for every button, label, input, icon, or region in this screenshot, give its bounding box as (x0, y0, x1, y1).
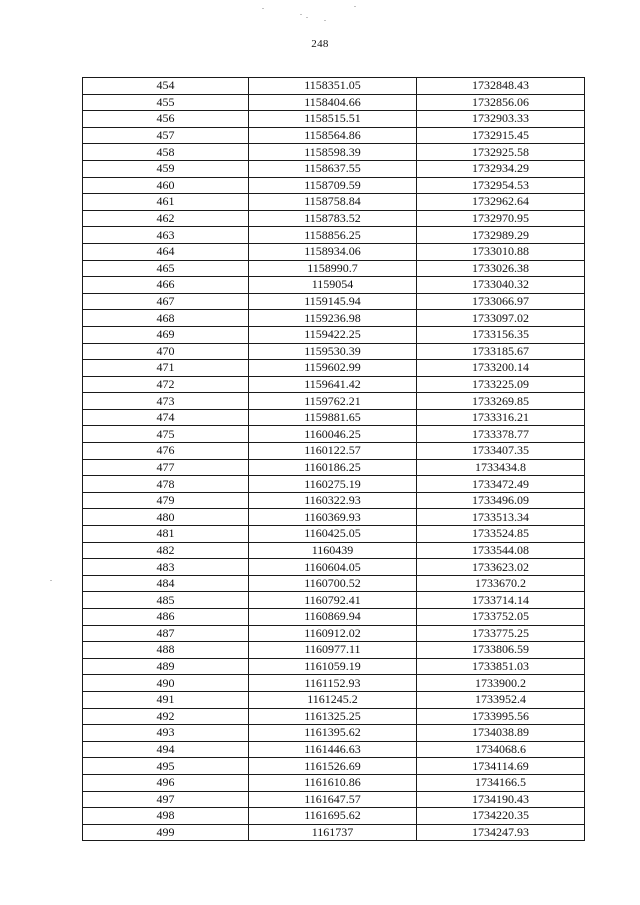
x-coordinate-cell: 1160369.93 (249, 509, 417, 526)
table-row (83, 160, 585, 177)
point-number-cell: 486 (83, 609, 249, 626)
x-coordinate-cell: 1160122.57 (249, 443, 417, 460)
table-row (83, 824, 585, 841)
y-coordinate-cell: 1733952.4 (417, 691, 585, 708)
table-row (83, 642, 585, 659)
x-coordinate-cell: 1160046.25 (249, 426, 417, 443)
table-row (83, 708, 585, 725)
point-number-cell: 456 (83, 111, 249, 128)
point-number-cell: 493 (83, 725, 249, 742)
x-coordinate-cell: 1160425.05 (249, 526, 417, 543)
x-coordinate-cell: 1158783.52 (249, 210, 417, 227)
point-number-cell: 464 (83, 243, 249, 260)
table-row (83, 360, 585, 377)
point-number-cell: 461 (83, 194, 249, 211)
y-coordinate-cell: 1733066.97 (417, 293, 585, 310)
scan-speck (324, 20, 326, 21)
x-coordinate-cell: 1158758.84 (249, 194, 417, 211)
x-coordinate-cell: 1159602.99 (249, 360, 417, 377)
table-row (83, 774, 585, 791)
point-number-cell: 499 (83, 824, 249, 841)
y-coordinate-cell: 1733407.35 (417, 443, 585, 460)
x-coordinate-cell: 1159054 (249, 277, 417, 294)
x-coordinate-cell: 1160275.19 (249, 476, 417, 493)
x-coordinate-cell: 1161737 (249, 824, 417, 841)
table-row (83, 177, 585, 194)
table-row (83, 243, 585, 260)
point-number-cell: 460 (83, 177, 249, 194)
y-coordinate-cell: 1733714.14 (417, 592, 585, 609)
point-number-cell: 474 (83, 409, 249, 426)
x-coordinate-cell: 1160977.11 (249, 642, 417, 659)
x-coordinate-cell: 1160700.52 (249, 575, 417, 592)
x-coordinate-cell: 1161245.2 (249, 691, 417, 708)
scan-speck (354, 6, 356, 7)
y-coordinate-cell: 1733010.88 (417, 243, 585, 260)
point-number-cell: 475 (83, 426, 249, 443)
x-coordinate-cell: 1159881.65 (249, 409, 417, 426)
x-coordinate-cell: 1158637.55 (249, 160, 417, 177)
x-coordinate-cell: 1161395.62 (249, 725, 417, 742)
y-coordinate-cell: 1733040.32 (417, 277, 585, 294)
point-number-cell: 477 (83, 459, 249, 476)
x-coordinate-cell: 1160439 (249, 542, 417, 559)
point-number-cell: 468 (83, 310, 249, 327)
y-coordinate-cell: 1732970.95 (417, 210, 585, 227)
x-coordinate-cell: 1161647.57 (249, 791, 417, 808)
table-row (83, 492, 585, 509)
point-number-cell: 489 (83, 658, 249, 675)
table-row (83, 609, 585, 626)
y-coordinate-cell: 1733496.09 (417, 492, 585, 509)
x-coordinate-cell: 1158709.59 (249, 177, 417, 194)
point-number-cell: 478 (83, 476, 249, 493)
point-number-cell: 498 (83, 808, 249, 825)
y-coordinate-cell: 1733513.34 (417, 509, 585, 526)
table-row (83, 542, 585, 559)
y-coordinate-cell: 1732903.33 (417, 111, 585, 128)
y-coordinate-cell: 1732915.45 (417, 127, 585, 144)
table-row (83, 526, 585, 543)
y-coordinate-cell: 1733623.02 (417, 559, 585, 576)
x-coordinate-cell: 1158515.51 (249, 111, 417, 128)
point-number-cell: 481 (83, 526, 249, 543)
y-coordinate-cell: 1733434.8 (417, 459, 585, 476)
point-number-cell: 473 (83, 393, 249, 410)
x-coordinate-cell: 1158351.05 (249, 78, 417, 95)
y-coordinate-cell: 1734220.35 (417, 808, 585, 825)
table-row (83, 210, 585, 227)
point-number-cell: 459 (83, 160, 249, 177)
x-coordinate-cell: 1160869.94 (249, 609, 417, 626)
table-row (83, 791, 585, 808)
point-number-cell: 480 (83, 509, 249, 526)
y-coordinate-cell: 1733544.08 (417, 542, 585, 559)
point-number-cell: 463 (83, 227, 249, 244)
y-coordinate-cell: 1732989.29 (417, 227, 585, 244)
table-row (83, 592, 585, 609)
table-row (83, 559, 585, 576)
page-number: 248 (311, 38, 329, 50)
table-row (83, 127, 585, 144)
x-coordinate-cell: 1158990.7 (249, 260, 417, 277)
point-number-cell: 491 (83, 691, 249, 708)
point-number-cell: 487 (83, 625, 249, 642)
y-coordinate-cell: 1733225.09 (417, 376, 585, 393)
table-row (83, 326, 585, 343)
y-coordinate-cell: 1733026.38 (417, 260, 585, 277)
x-coordinate-cell: 1159145.94 (249, 293, 417, 310)
y-coordinate-cell: 1733269.85 (417, 393, 585, 410)
y-coordinate-cell: 1733806.59 (417, 642, 585, 659)
x-coordinate-cell: 1161059.19 (249, 658, 417, 675)
point-number-cell: 467 (83, 293, 249, 310)
y-coordinate-cell: 1733200.14 (417, 360, 585, 377)
table-row (83, 476, 585, 493)
y-coordinate-cell: 1732848.43 (417, 78, 585, 95)
x-coordinate-cell: 1158564.86 (249, 127, 417, 144)
y-coordinate-cell: 1734247.93 (417, 824, 585, 841)
y-coordinate-cell: 1732934.29 (417, 160, 585, 177)
point-number-cell: 484 (83, 575, 249, 592)
point-number-cell: 490 (83, 675, 249, 692)
table-row (83, 459, 585, 476)
table-row (83, 575, 585, 592)
table-row (83, 393, 585, 410)
point-number-cell: 495 (83, 758, 249, 775)
point-number-cell: 472 (83, 376, 249, 393)
y-coordinate-cell: 1733378.77 (417, 426, 585, 443)
point-number-cell: 485 (83, 592, 249, 609)
y-coordinate-cell: 1733775.25 (417, 625, 585, 642)
point-number-cell: 458 (83, 144, 249, 161)
x-coordinate-cell: 1160186.25 (249, 459, 417, 476)
y-coordinate-cell: 1732962.64 (417, 194, 585, 211)
x-coordinate-cell: 1160792.41 (249, 592, 417, 609)
y-coordinate-cell: 1733472.49 (417, 476, 585, 493)
x-coordinate-cell: 1158598.39 (249, 144, 417, 161)
x-coordinate-cell: 1161526.69 (249, 758, 417, 775)
x-coordinate-cell: 1159530.39 (249, 343, 417, 360)
coordinates-table (82, 77, 585, 841)
x-coordinate-cell: 1159422.25 (249, 326, 417, 343)
table-row (83, 111, 585, 128)
point-number-cell: 479 (83, 492, 249, 509)
x-coordinate-cell: 1161446.63 (249, 741, 417, 758)
point-number-cell: 494 (83, 741, 249, 758)
scan-speck (262, 8, 264, 9)
x-coordinate-cell: 1158856.25 (249, 227, 417, 244)
coordinates-table-body (83, 78, 585, 841)
point-number-cell: 469 (83, 326, 249, 343)
y-coordinate-cell: 1734038.89 (417, 725, 585, 742)
x-coordinate-cell: 1161695.62 (249, 808, 417, 825)
y-coordinate-cell: 1734068.6 (417, 741, 585, 758)
table-row (83, 808, 585, 825)
x-coordinate-cell: 1159762.21 (249, 393, 417, 410)
table-row (83, 277, 585, 294)
table-row (83, 260, 585, 277)
y-coordinate-cell: 1734114.69 (417, 758, 585, 775)
table-row (83, 725, 585, 742)
table-row (83, 426, 585, 443)
point-number-cell: 476 (83, 443, 249, 460)
x-coordinate-cell: 1159641.42 (249, 376, 417, 393)
y-coordinate-cell: 1734190.43 (417, 791, 585, 808)
scan-speck (50, 580, 52, 581)
y-coordinate-cell: 1733097.02 (417, 310, 585, 327)
table-row (83, 227, 585, 244)
x-coordinate-cell: 1161610.86 (249, 774, 417, 791)
x-coordinate-cell: 1160604.05 (249, 559, 417, 576)
table-row (83, 376, 585, 393)
table-row (83, 78, 585, 95)
x-coordinate-cell: 1161325.25 (249, 708, 417, 725)
point-number-cell: 454 (83, 78, 249, 95)
table-row (83, 675, 585, 692)
y-coordinate-cell: 1732954.53 (417, 177, 585, 194)
table-row (83, 691, 585, 708)
y-coordinate-cell: 1733670.2 (417, 575, 585, 592)
point-number-cell: 470 (83, 343, 249, 360)
table-row (83, 194, 585, 211)
y-coordinate-cell: 1734166.5 (417, 774, 585, 791)
x-coordinate-cell: 1158404.66 (249, 94, 417, 111)
point-number-cell: 483 (83, 559, 249, 576)
table-row (83, 409, 585, 426)
table-row (83, 94, 585, 111)
point-number-cell: 492 (83, 708, 249, 725)
y-coordinate-cell: 1733316.21 (417, 409, 585, 426)
table-row (83, 144, 585, 161)
y-coordinate-cell: 1733156.35 (417, 326, 585, 343)
table-row (83, 509, 585, 526)
table-row (83, 443, 585, 460)
y-coordinate-cell: 1733851.03 (417, 658, 585, 675)
point-number-cell: 462 (83, 210, 249, 227)
point-number-cell: 455 (83, 94, 249, 111)
point-number-cell: 482 (83, 542, 249, 559)
point-number-cell: 466 (83, 277, 249, 294)
scan-speck (306, 17, 308, 18)
table-row (83, 293, 585, 310)
point-number-cell: 465 (83, 260, 249, 277)
table-row (83, 658, 585, 675)
y-coordinate-cell: 1733995.56 (417, 708, 585, 725)
table-row (83, 343, 585, 360)
point-number-cell: 471 (83, 360, 249, 377)
point-number-cell: 497 (83, 791, 249, 808)
x-coordinate-cell: 1158934.06 (249, 243, 417, 260)
y-coordinate-cell: 1733524.85 (417, 526, 585, 543)
x-coordinate-cell: 1160322.93 (249, 492, 417, 509)
y-coordinate-cell: 1732856.06 (417, 94, 585, 111)
x-coordinate-cell: 1161152.93 (249, 675, 417, 692)
point-number-cell: 496 (83, 774, 249, 791)
y-coordinate-cell: 1733185.67 (417, 343, 585, 360)
table-row (83, 625, 585, 642)
table-row (83, 310, 585, 327)
point-number-cell: 457 (83, 127, 249, 144)
x-coordinate-cell: 1159236.98 (249, 310, 417, 327)
table-row (83, 741, 585, 758)
point-number-cell: 488 (83, 642, 249, 659)
table-row (83, 758, 585, 775)
y-coordinate-cell: 1733900.2 (417, 675, 585, 692)
y-coordinate-cell: 1732925.58 (417, 144, 585, 161)
x-coordinate-cell: 1160912.02 (249, 625, 417, 642)
scan-speck (300, 14, 302, 15)
y-coordinate-cell: 1733752.05 (417, 609, 585, 626)
